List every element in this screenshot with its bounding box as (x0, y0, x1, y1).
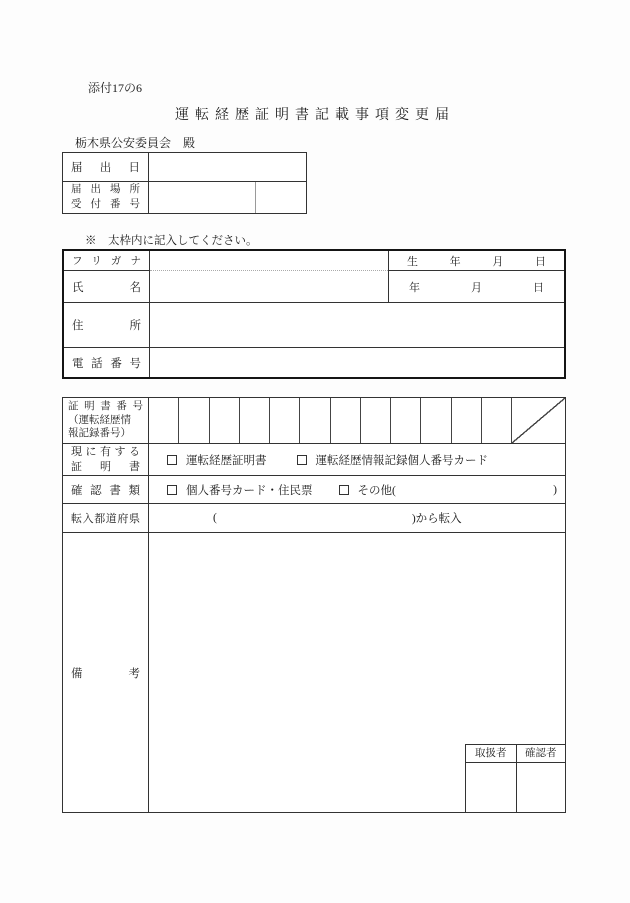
certificate-number-cell[interactable] (482, 398, 512, 443)
checker-header: 確認者 (517, 745, 566, 763)
certificate-number-cell[interactable] (421, 398, 451, 443)
certificate-table (62, 397, 566, 813)
submission-table (62, 152, 307, 214)
close-paren: ) (553, 483, 557, 496)
birth-date-field[interactable] (388, 271, 564, 302)
certificate-number-cell[interactable] (361, 398, 391, 443)
phone-field[interactable] (150, 348, 564, 377)
certificate-number-cell[interactable] (391, 398, 421, 443)
verification-other-label: その他( (357, 484, 396, 497)
current-cert-option-label: 運転経歴証明書 (186, 454, 267, 467)
staff-table (465, 744, 565, 812)
address-field[interactable] (150, 303, 564, 347)
certificate-number-cell[interactable] (270, 398, 300, 443)
report-date-row (63, 153, 306, 182)
certificate-number-cell[interactable] (452, 398, 482, 443)
report-place-field[interactable] (149, 182, 256, 213)
birth-header-char: 月 (492, 255, 504, 268)
checkbox-icon[interactable] (167, 455, 177, 465)
page-title: 運転経歴証明書記載事項変更届 (175, 108, 455, 123)
name-label: 氏名 (72, 281, 141, 294)
doc-ref: 添付17の6 (88, 81, 143, 95)
certificate-number-cell[interactable] (240, 398, 270, 443)
checker-field[interactable] (517, 763, 566, 812)
report-place-row (63, 182, 306, 213)
transfer-prefecture-label: 転入都道府県 (71, 513, 140, 525)
current-certificate-label-line1: 現に有する (71, 446, 140, 459)
receipt-number-field[interactable] (256, 182, 306, 213)
current-cert-option-label: 運転経歴情報記録個人番号カード (315, 454, 488, 467)
current-certificate-row (63, 444, 565, 476)
phone-label: 電話番号 (72, 357, 141, 370)
verification-option-label: 個人番号カード・住民票 (186, 484, 313, 497)
certificate-number-label-line3: 報記録番号） (68, 428, 131, 440)
birth-date-header (388, 251, 564, 271)
year-unit: 年 (409, 281, 420, 294)
furigana-label: フリガナ (72, 256, 141, 267)
checkbox-icon[interactable] (339, 485, 349, 495)
addressee: 栃木県公安委員会 殿 (75, 136, 196, 150)
certificate-number-label-line2: （運転経歴情 (68, 414, 131, 426)
address-label: 住所 (72, 320, 141, 332)
day-unit: 日 (533, 281, 544, 294)
remarks-row (63, 533, 565, 812)
certificate-number-cell[interactable] (179, 398, 209, 443)
report-date-label: 届出日 (71, 162, 140, 174)
handler-header: 取扱者 (466, 745, 516, 763)
fill-in-note: ※ 太枠内に記入してください。 (85, 235, 258, 247)
receipt-number-label: 受付番号 (71, 198, 140, 210)
birth-header-char: 年 (449, 255, 461, 268)
certificate-number-label: 証明書番号 (68, 401, 143, 413)
certificate-number-cell[interactable] (300, 398, 330, 443)
remarks-field[interactable] (149, 533, 565, 812)
checkbox-icon[interactable] (167, 485, 177, 495)
transfer-prefecture-row (63, 504, 565, 533)
certificate-number-row (63, 398, 565, 444)
month-unit: 月 (471, 281, 482, 294)
open-paren: ( (213, 512, 217, 524)
name-field[interactable] (150, 271, 388, 302)
birth-header-char: 生 (407, 255, 418, 268)
remarks-label: 備考 (71, 667, 140, 680)
furigana-field[interactable] (150, 251, 388, 271)
report-place-label: 届出場所 (71, 184, 140, 196)
report-date-field[interactable] (149, 153, 306, 181)
certificate-number-cell[interactable] (149, 398, 179, 443)
verification-docs-label: 確認書類 (71, 484, 140, 497)
current-certificate-label-line2: 証明書 (71, 460, 140, 473)
handler-field[interactable] (466, 763, 516, 812)
certificate-number-cell[interactable] (331, 398, 361, 443)
transfer-suffix: )から転入 (411, 513, 462, 525)
verification-docs-row (63, 476, 565, 504)
applicant-table (62, 249, 566, 379)
certificate-number-cell[interactable] (210, 398, 240, 443)
checkbox-icon[interactable] (297, 455, 307, 465)
birth-header-char: 日 (534, 255, 546, 268)
diagonal-blank-cell (512, 398, 565, 443)
